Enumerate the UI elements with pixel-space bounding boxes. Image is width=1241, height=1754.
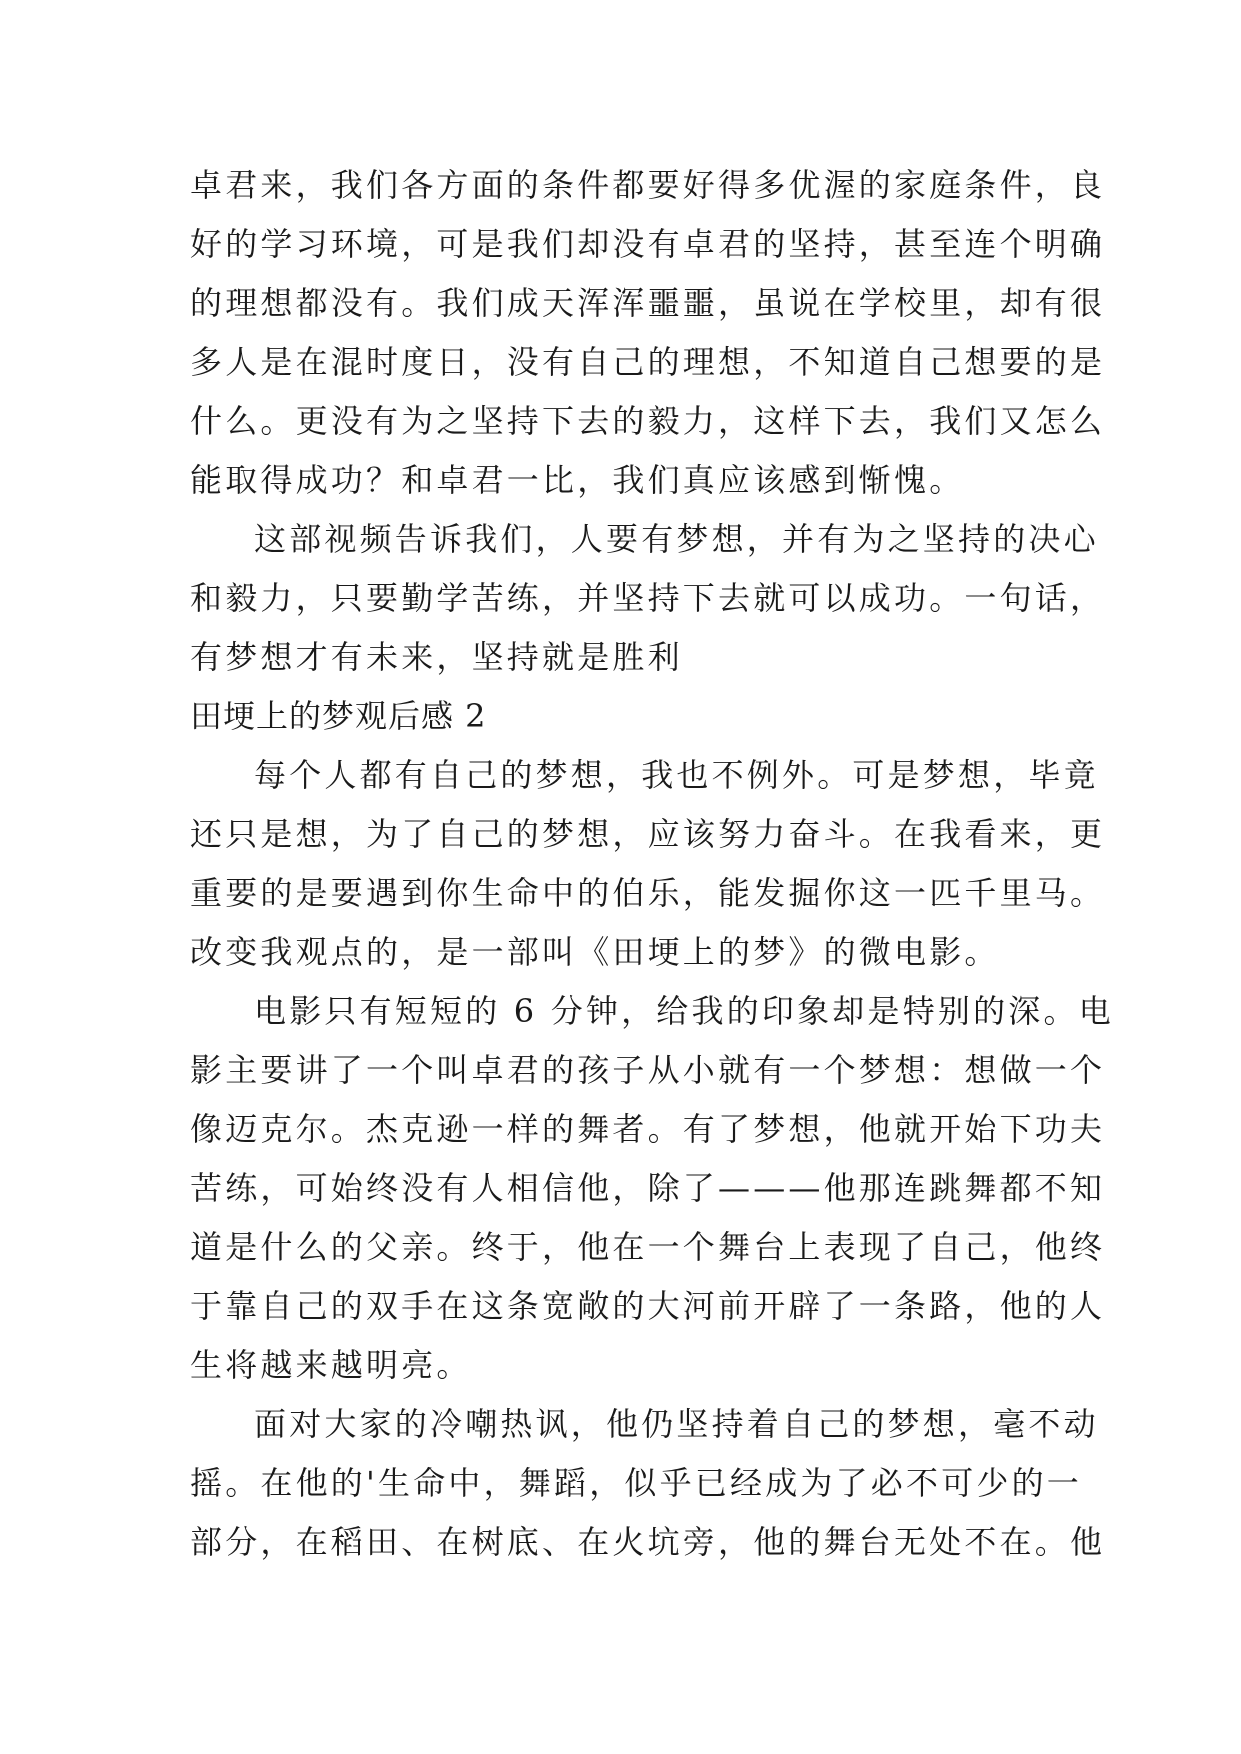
text-line: 还只是想，为了自己的梦想，应该努力奋斗。在我看来，更 (190, 815, 1106, 853)
text-line: 能取得成功？和卓君一比，我们真应该感到惭愧。 (190, 461, 965, 499)
text-line: 重要的是要遇到你生命中的伯乐，能发掘你这一匹千里马。 (190, 874, 1106, 912)
text-line: 好的学习环境，可是我们却没有卓君的坚持，甚至连个明确 (190, 225, 1106, 263)
text-line: 多人是在混时度日，没有自己的理想，不知道自己想要的是 (190, 343, 1106, 381)
text-line: 改变我观点的，是一部叫《田埂上的梦》的微电影。 (190, 933, 1000, 971)
text-line: 有梦想才有未来，坚持就是胜利 (190, 638, 683, 676)
text-line: 卓君来，我们各方面的条件都要好得多优渥的家庭条件，良 (190, 166, 1106, 204)
text-line: 摇。在他的'生命中，舞蹈，似乎已经成为了必不可少的一 (190, 1464, 1082, 1502)
text-line: 部分，在稻田、在树底、在火坑旁，他的舞台无处不在。他 (190, 1523, 1106, 1561)
text-line: 这部视频告诉我们，人要有梦想，并有为之坚持的决心 (254, 520, 1099, 558)
text-line: 什么。更没有为之坚持下去的毅力，这样下去，我们又怎么 (190, 402, 1106, 440)
text-line: 生将越来越明亮。 (190, 1346, 472, 1384)
text-line: 苦练，可始终没有人相信他，除了———他那连跳舞都不知 (190, 1169, 1106, 1207)
text-line: 影主要讲了一个叫卓君的孩子从小就有一个梦想：想做一个 (190, 1051, 1106, 1089)
text-line: 每个人都有自己的梦想，我也不例外。可是梦想，毕竟 (254, 756, 1099, 794)
text-line: 像迈克尔。杰克逊一样的舞者。有了梦想，他就开始下功夫 (190, 1110, 1106, 1148)
text-line: 电影只有短短的 6 分钟，给我的印象却是特别的深。电 (254, 992, 1114, 1030)
section-title: 田埂上的梦观后感 2 (190, 697, 487, 735)
text-line: 的理想都没有。我们成天浑浑噩噩，虽说在学校里，却有很 (190, 284, 1106, 322)
text-line: 和毅力，只要勤学苦练，并坚持下去就可以成功。一句话， (190, 579, 1106, 617)
text-line: 面对大家的冷嘲热讽，他仍坚持着自己的梦想，毫不动 (254, 1405, 1099, 1443)
text-line: 于靠自己的双手在这条宽敞的大河前开辟了一条路，他的人 (190, 1287, 1106, 1325)
text-line: 道是什么的父亲。终于，他在一个舞台上表现了自己，他终 (190, 1228, 1106, 1266)
